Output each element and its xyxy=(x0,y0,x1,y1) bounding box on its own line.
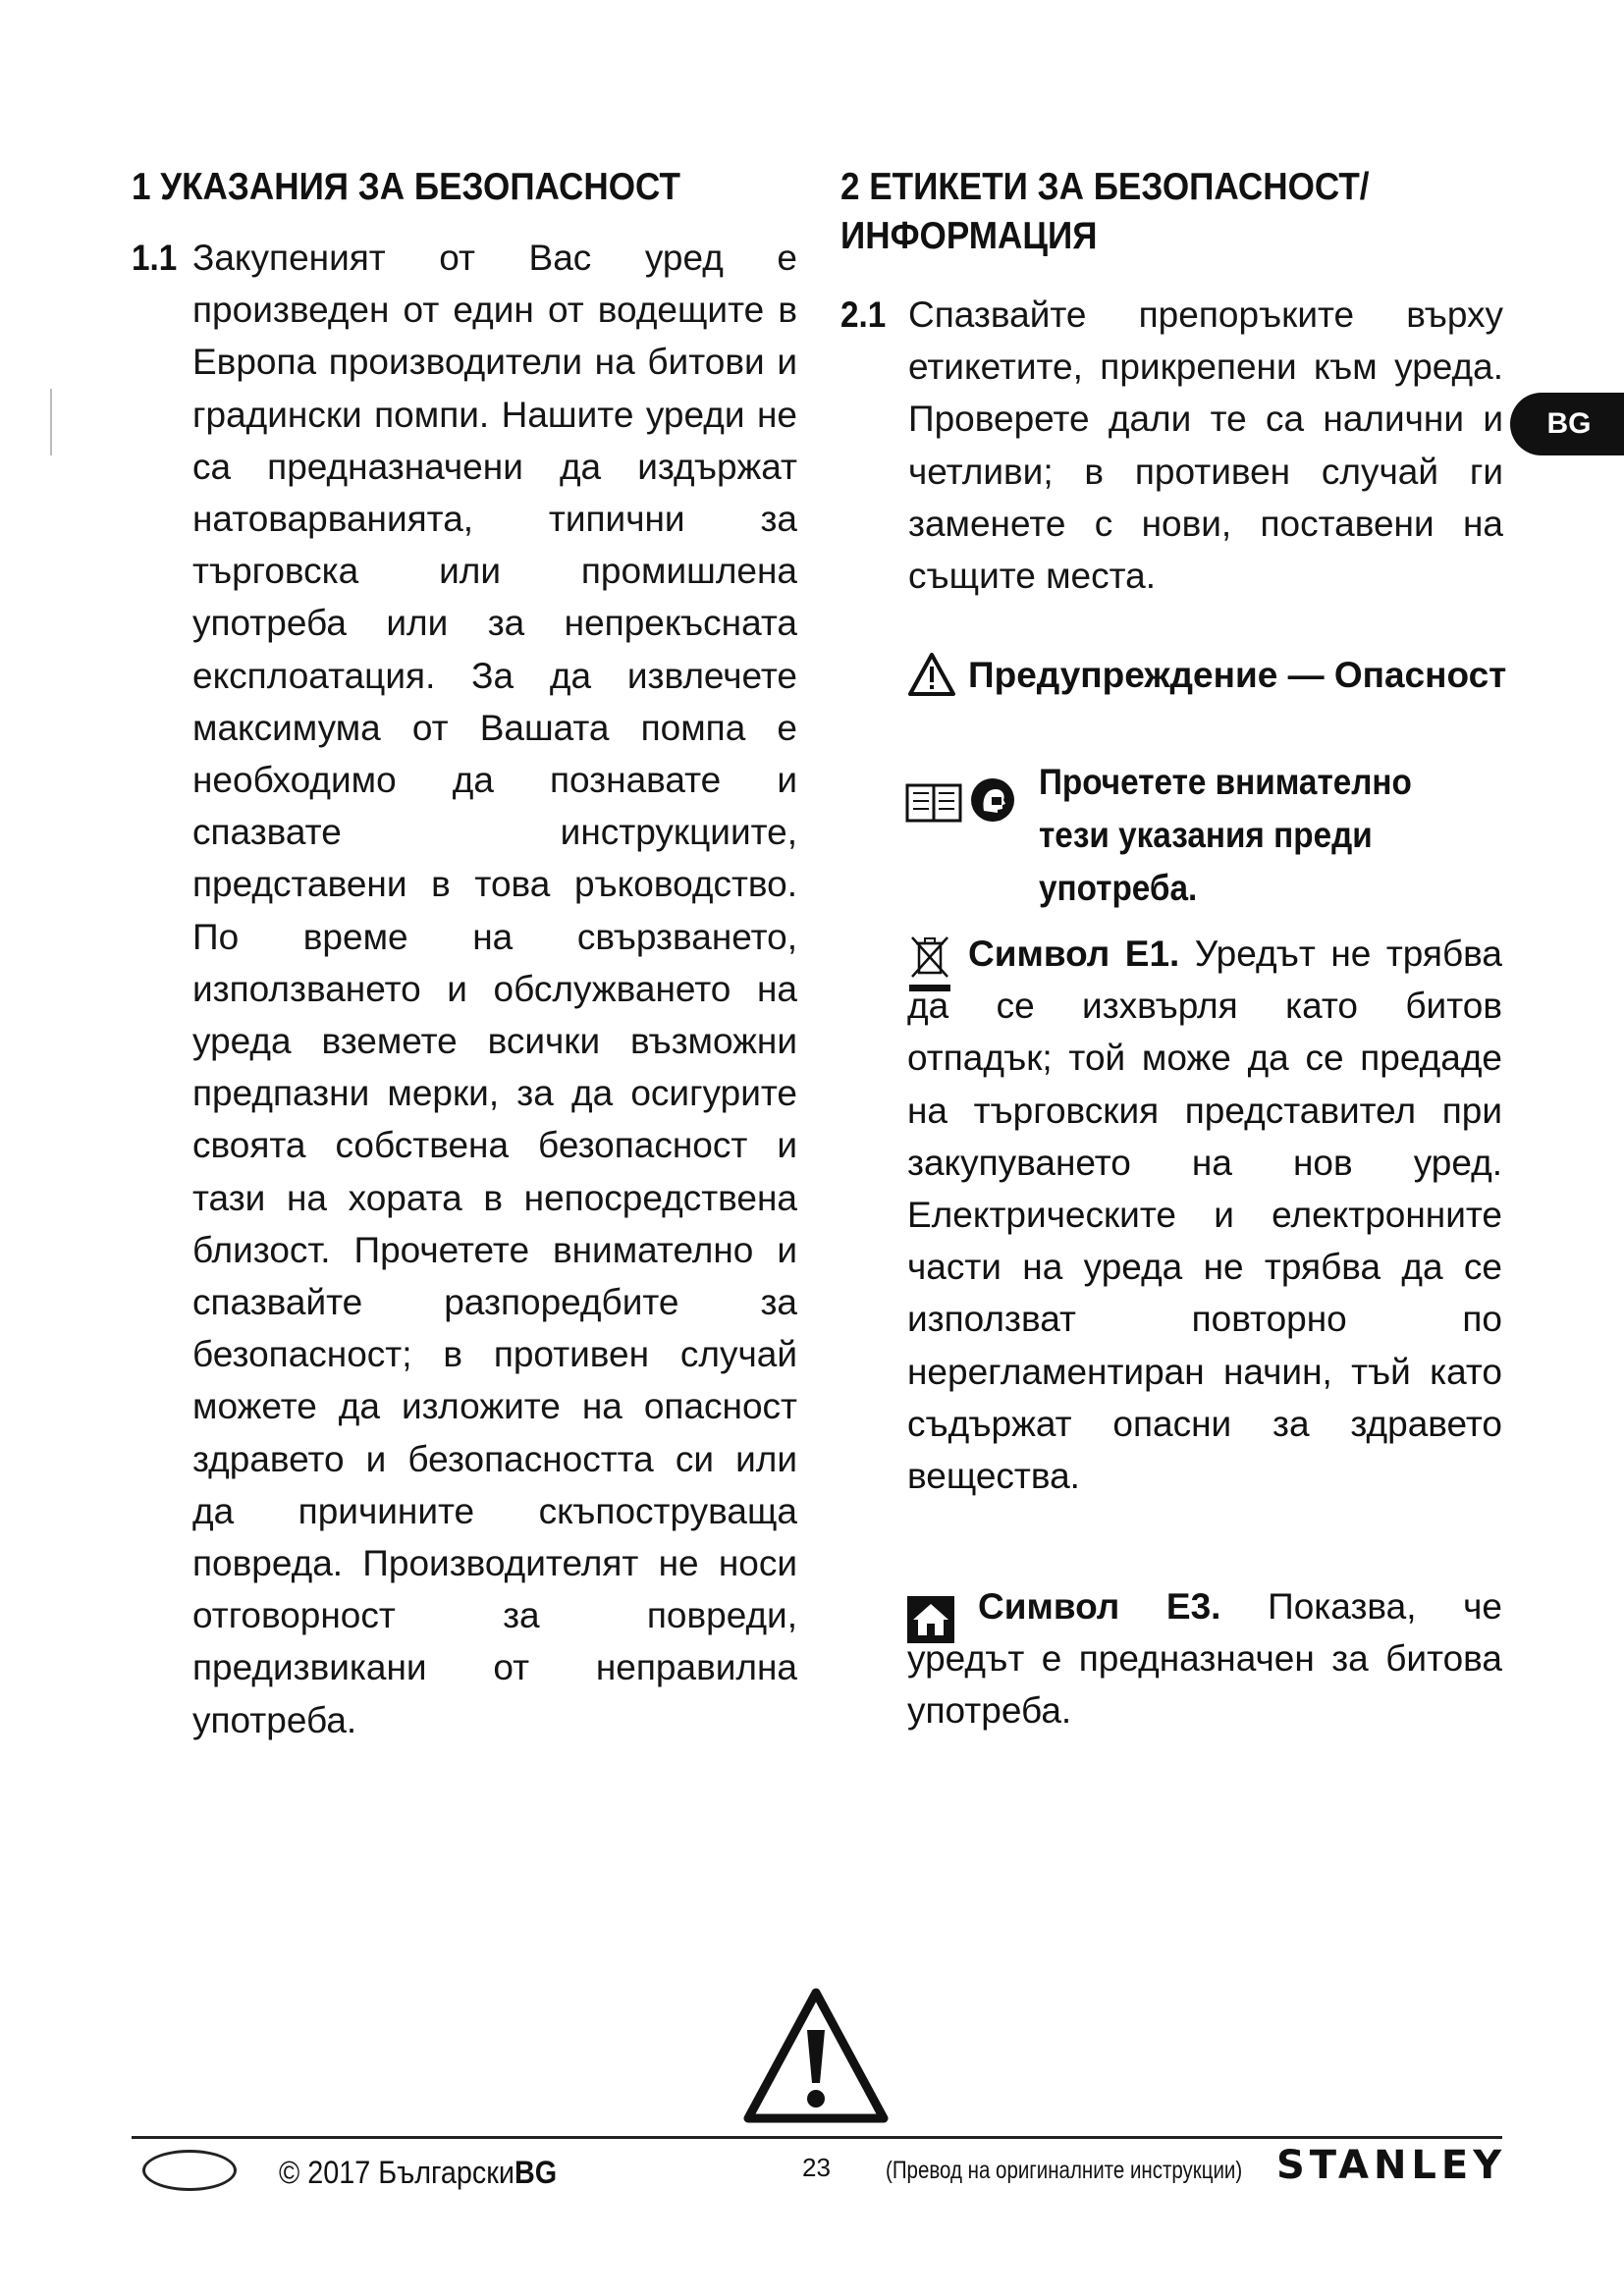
symbol-e1-text xyxy=(907,928,1502,1502)
page-number: 23 xyxy=(802,2153,831,2182)
section-2-title: 2 ЕТИКЕТИ ЗА БЕЗОПАСНОСТ/ ИНФОРМАЦИЯ xyxy=(840,166,1370,257)
language-tab-label: BG xyxy=(1546,407,1592,440)
section-2-1-number: 2.1 xyxy=(840,294,887,335)
footer-rule xyxy=(132,2136,1502,2139)
symbol-e1-label: Символ E1. xyxy=(968,934,1180,974)
read-instructions-row xyxy=(905,756,1534,908)
large-warning-triangle-icon xyxy=(742,1987,890,2124)
section-1-title: 1 УКАЗАНИЯ ЗА БЕЗОПАСНОСТ xyxy=(132,166,680,208)
symbol-e3-label: Символ E3. xyxy=(978,1586,1221,1627)
warning-danger-label: Предупреждение — Опасност xyxy=(968,655,1507,695)
symbol-e1-description: Уредът не трябва да се изхвърля като битов отпадък; той може да се предаде на търговския представител при закупуването на нов уред. Електрическите и електронните части на уреда не трябва да се използват повторно по нерегламентиран начин, тъй като съдържат опасни за здравето вещества. xyxy=(907,934,1502,1497)
brand-logo: STANLEY xyxy=(1276,2143,1507,2188)
symbol-e3-text xyxy=(907,1580,1502,1737)
book-icon xyxy=(905,781,962,825)
margin-mark xyxy=(50,389,52,455)
footer-language: BG xyxy=(514,2155,558,2190)
symbol-e3-description: Показва, че уредът е предназначен за битова употреба. xyxy=(907,1586,1502,1732)
language-tab xyxy=(1510,393,1624,455)
warning-danger-row xyxy=(907,648,1536,703)
footer-copyright xyxy=(279,2152,557,2193)
footer-copyright-text: © 2017 Български xyxy=(279,2155,514,2190)
footer-translation-note: (Превод на оригиналните инструкции) xyxy=(886,2157,1243,2184)
section-1-1-body: Закупеният от Вас уред е произведен от един от водещите в Европа производители на битови и градински помпи. Нашите уреди не са предназначени да издържат натоварванията, типични за търговска или промишлена употреба или за непрекъсната експлоатация. За да извлечете максимума от Вашата помпа е необходимо да познавате и спазвате инструкциите, представени в това ръководство. По време на свързването, използването и обслужването на уреда вземете всички възможни предпазни мерки, за да осигурите своята собствена безопасност и тази на хората в непосредствена близост. Прочетете внимателно и спазвайте разпоредбите за безопасност; в противен случай можете да изложите на опасност здравето и безопасността си или да причините скъпоструваща повреда. Производителят не носи отговорност за повреди, предизвикани от неправилна употреба. xyxy=(192,238,797,1740)
read-instructions-label: Прочетете внимателно тези указания преди употреба. xyxy=(1039,762,1412,908)
warning-triangle-icon xyxy=(907,652,956,697)
section-1-1-number: 1.1 xyxy=(132,238,178,278)
section-2-1-body: Спазвайте препоръките върху етикетите, прикрепени към уреда. Проверете дали те са налични и четливи; в противен случай ги заменете с нови, поставени на същите места. xyxy=(908,294,1503,597)
read-instructions-head-icon xyxy=(970,777,1015,823)
footer-oval-mark xyxy=(142,2150,237,2191)
